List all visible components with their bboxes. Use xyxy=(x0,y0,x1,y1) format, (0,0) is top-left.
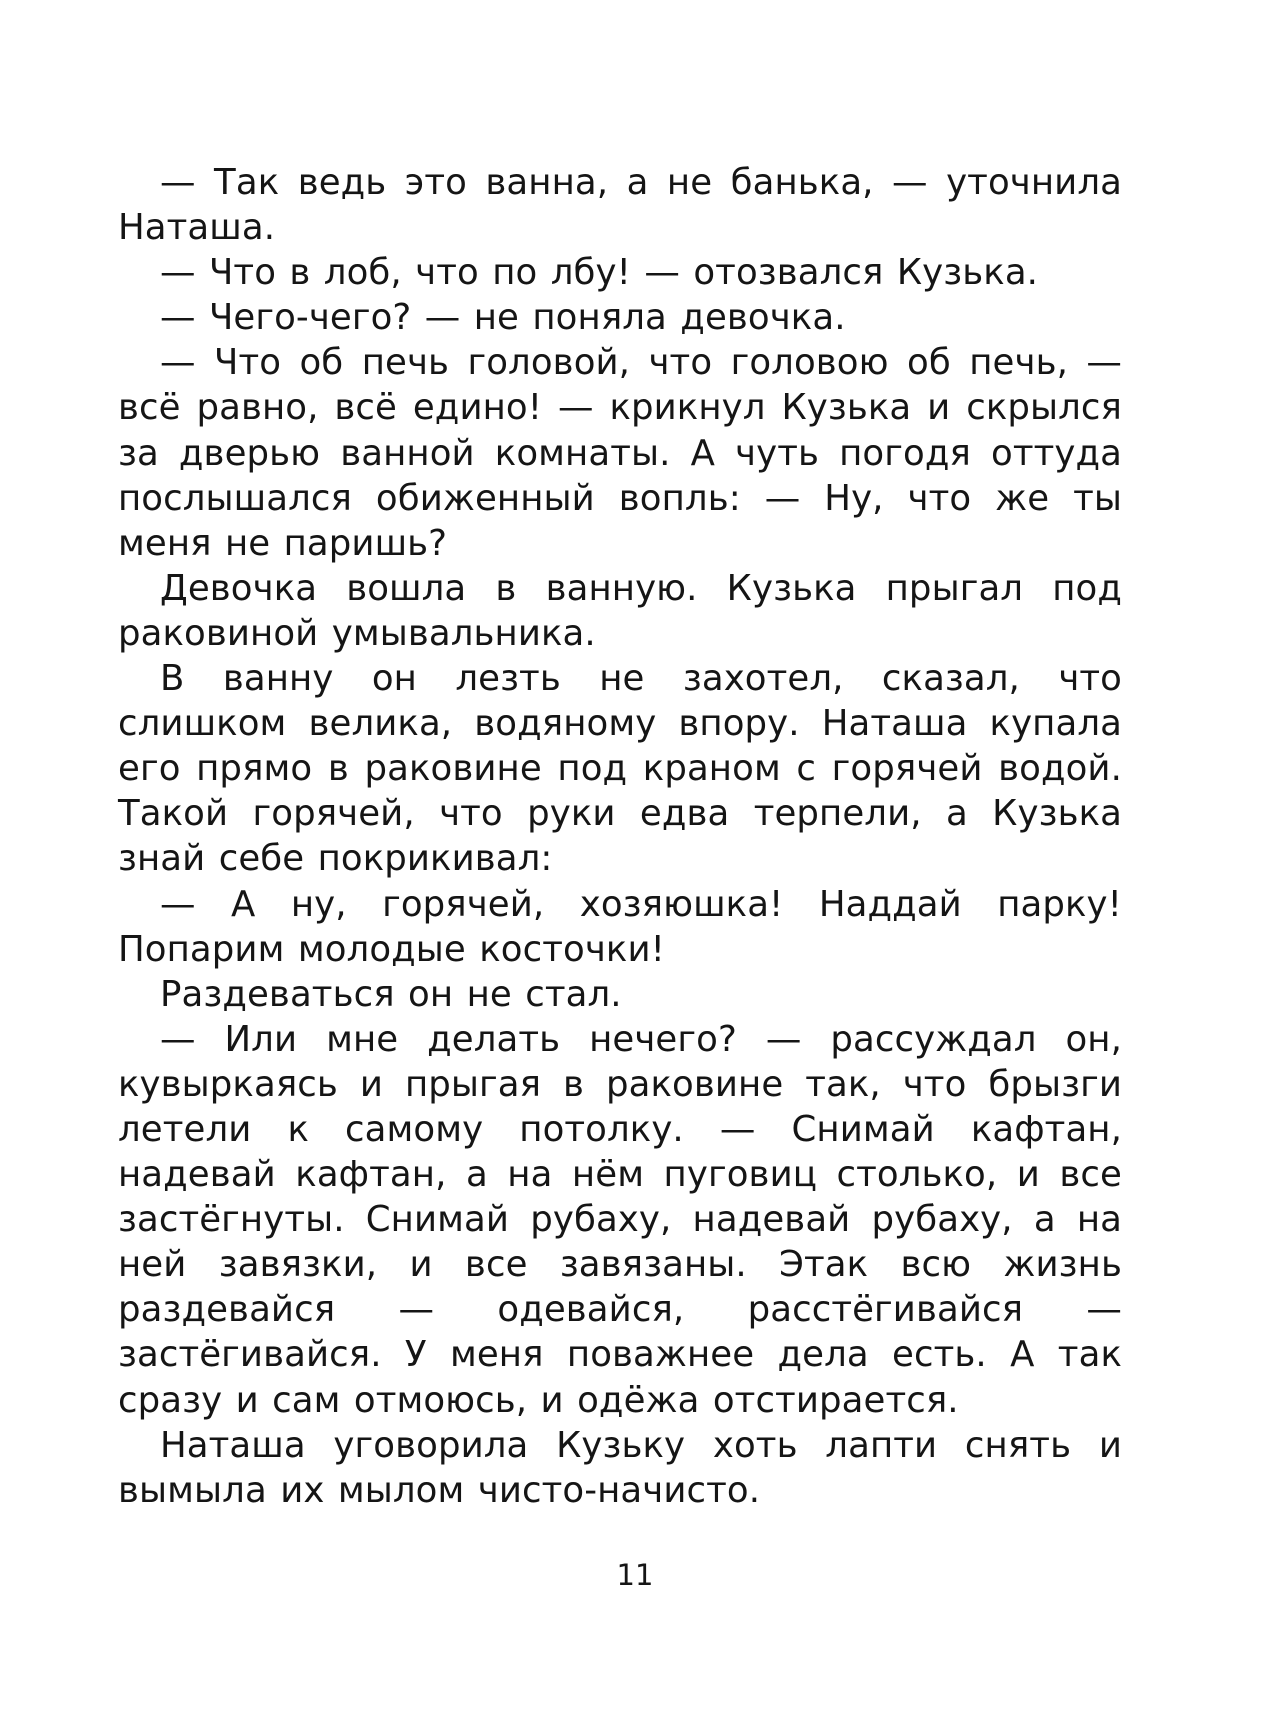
book-page-text xyxy=(118,160,1122,1513)
paragraph: — Что об печь головой, что головою об печь, — всё равно, всё едино! — крикнул Кузька и скрылся за дверью ванной комнаты. А чуть погодя оттуда послышался обиженный вопль: — Ну, что же ты меня не паришь? xyxy=(118,342,1122,564)
paragraph: — Так ведь это ванна, а не банька, — уточнила Наташа. xyxy=(118,162,1122,249)
paragraph: Девочка вошла в ванную. Кузька прыгал под раковиной умывальника. xyxy=(118,567,1122,654)
paragraph: — Чего-чего? — не поняла девочка. xyxy=(160,297,846,339)
paragraph: Раздеваться он не стал. xyxy=(160,973,622,1015)
paragraph: В ванну он лезть не захотел, сказал, что слишком велика, водяному впору. Наташа купала его прямо в раковине под краном с горячей водой. Такой горячей, что руки едва терпели, а Кузька знай себе покрикивал: xyxy=(118,658,1122,880)
paragraph: — Что в лоб, что по лбу! — отозвался Кузька. xyxy=(160,252,1039,294)
paragraph: — А ну, горячей, хозяюшка! Наддай парку! Попарим молодые косточки! xyxy=(118,883,1122,970)
paragraph: — Или мне делать нечего? — рассуждал он, кувыркаясь и прыгая в раковине так, что брызги летели к самому потолку. — Снимай кафтан, надевай кафтан, а на нём пуговиц столько, и все застёгнуты. Снимай рубаху, надевай рубаху, а на ней завязки, и все завязаны. Этак всю жизнь раздевайся — одевайся, расстёгивайся — застёгивайся. У меня поважнее дела есть. А так сразу и сам отмоюсь, и одёжа отстирается. xyxy=(118,1018,1122,1421)
page-number: 11 xyxy=(616,1558,654,1592)
paragraph: Наташа уговорила Кузьку хоть лапти снять и вымыла их мылом чисто-начисто. xyxy=(118,1424,1122,1511)
